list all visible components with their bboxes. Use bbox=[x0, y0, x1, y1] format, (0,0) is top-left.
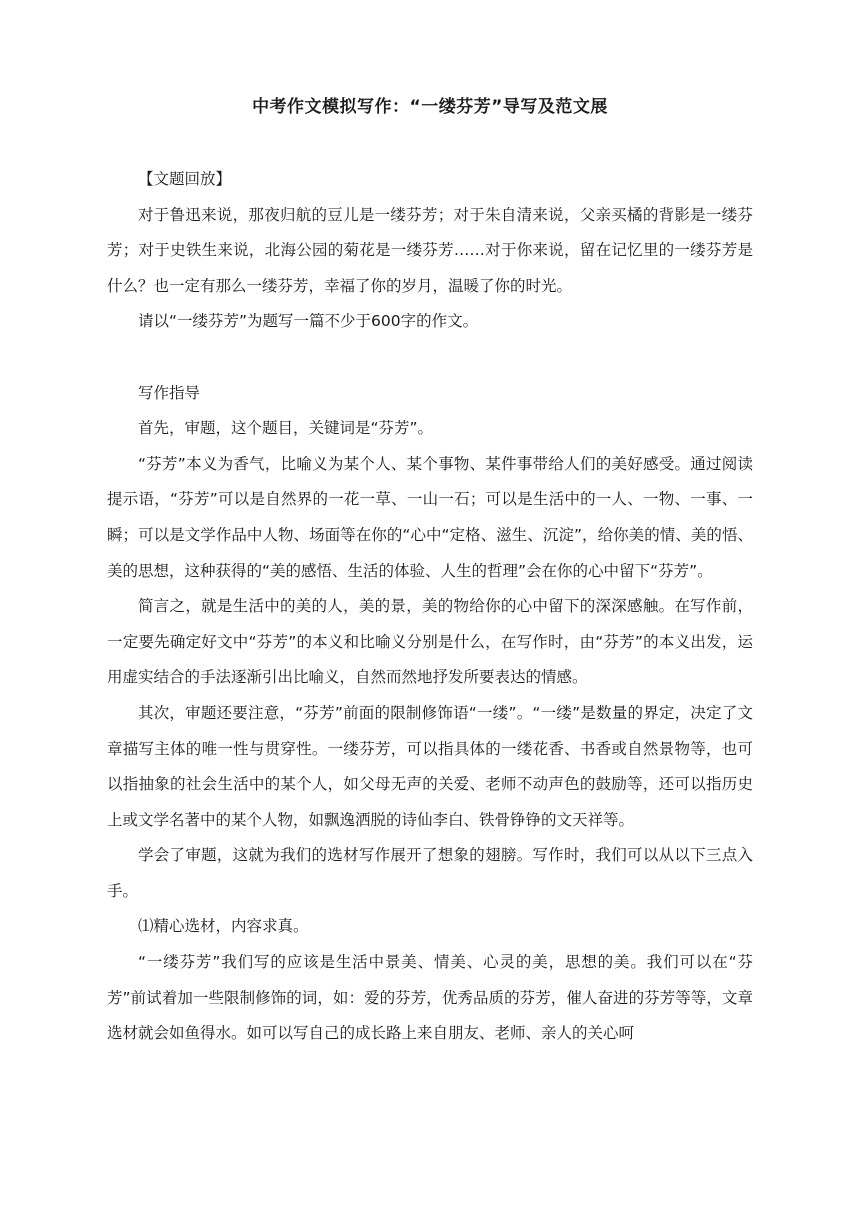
guide-paragraph: 学会了审题，这就为我们的选材写作展开了想象的翅膀。写作时，我们可以从以下三点入手。 bbox=[107, 846, 753, 900]
guide-paragraph: 简言之，就是生活中的美的人，美的景，美的物给你的心中留下的深深感触。在写作前，一定要先确定好文中“芬芳”的本义和比喻义分别是什么，在写作时，由“芬芳”的本义出发，运用虚实结合的手法逐渐引出比喻义，自然而然地抒发所要表达的情感。 bbox=[107, 597, 753, 687]
guide-paragraph: “芬芳”本义为香气，比喻义为某个人、某个事物、某件事带给人们的美好感受。通过阅读提示语，“芬芳”可以是自然界的一花一草、一山一石；可以是生活中的一人、一物、一事、一瞬；可以是文学作品中人物、场面等在你的“心中“定格、滋生、沉淀”，给你美的情、美的悟、美的思想，这种获得的“美的感悟、生活的体验、人生的哲理”会在你的心中留下“芬芳”。 bbox=[107, 454, 753, 580]
prompt-paragraph: 对于鲁迅来说，那夜归航的豆儿是一缕芬芳；对于朱自清来说，父亲买橘的背影是一缕芬芳；对于史铁生来说，北海公园的菊花是一缕芬芳……对于你来说，留在记忆里的一缕芬芳是什么？也一定有那么一缕芬芳，幸福了你的岁月，温暖了你的时光。 bbox=[107, 205, 753, 295]
guide-paragraph: 其次，审题还要注意，“芬芳”前面的限制修饰语“一缕”。“一缕”是数量的界定，决定了文章描写主体的唯一性与贯穿性。一缕芬芳，可以指具体的一缕花香、书香或自然景物等，也可以指抽象的社会生活中的某个人，如父母无声的关爱、老师不动声色的鼓励等，还可以指历史上或文学名著中的某个人物，如飘逸洒脱的诗仙李白、铁骨铮铮的文天祥等。 bbox=[107, 703, 753, 829]
guide-subheading: ⑴精心选材，内容求真。 bbox=[138, 917, 309, 936]
blank-line bbox=[107, 340, 753, 376]
guide-paragraph: 首先，审题，这个题目，关键词是“芬芳”。 bbox=[138, 419, 434, 438]
section-heading-prompt: 【文题回放】 bbox=[138, 170, 232, 188]
section-heading-guide: 写作指导 bbox=[138, 383, 201, 402]
document-title: 中考作文模拟写作：“一缕芬芳”导写及范文展 bbox=[252, 97, 608, 117]
document-body bbox=[107, 162, 753, 1052]
prompt-paragraph: 请以“一缕芬芳”为题写一篇不少于600字的作文。 bbox=[138, 312, 479, 331]
guide-paragraph: “一缕芬芳”我们写的应该是生活中景美、情美、心灵的美，思想的美。我们可以在“芬芳”前试着加一些限制修饰的词，如：爱的芬芳，优秀品质的芬芳，催人奋进的芬芳等等，文章选材就会如鱼得水。如可以写自己的成长路上来自朋友、老师、亲人的关心呵 bbox=[107, 953, 753, 1043]
